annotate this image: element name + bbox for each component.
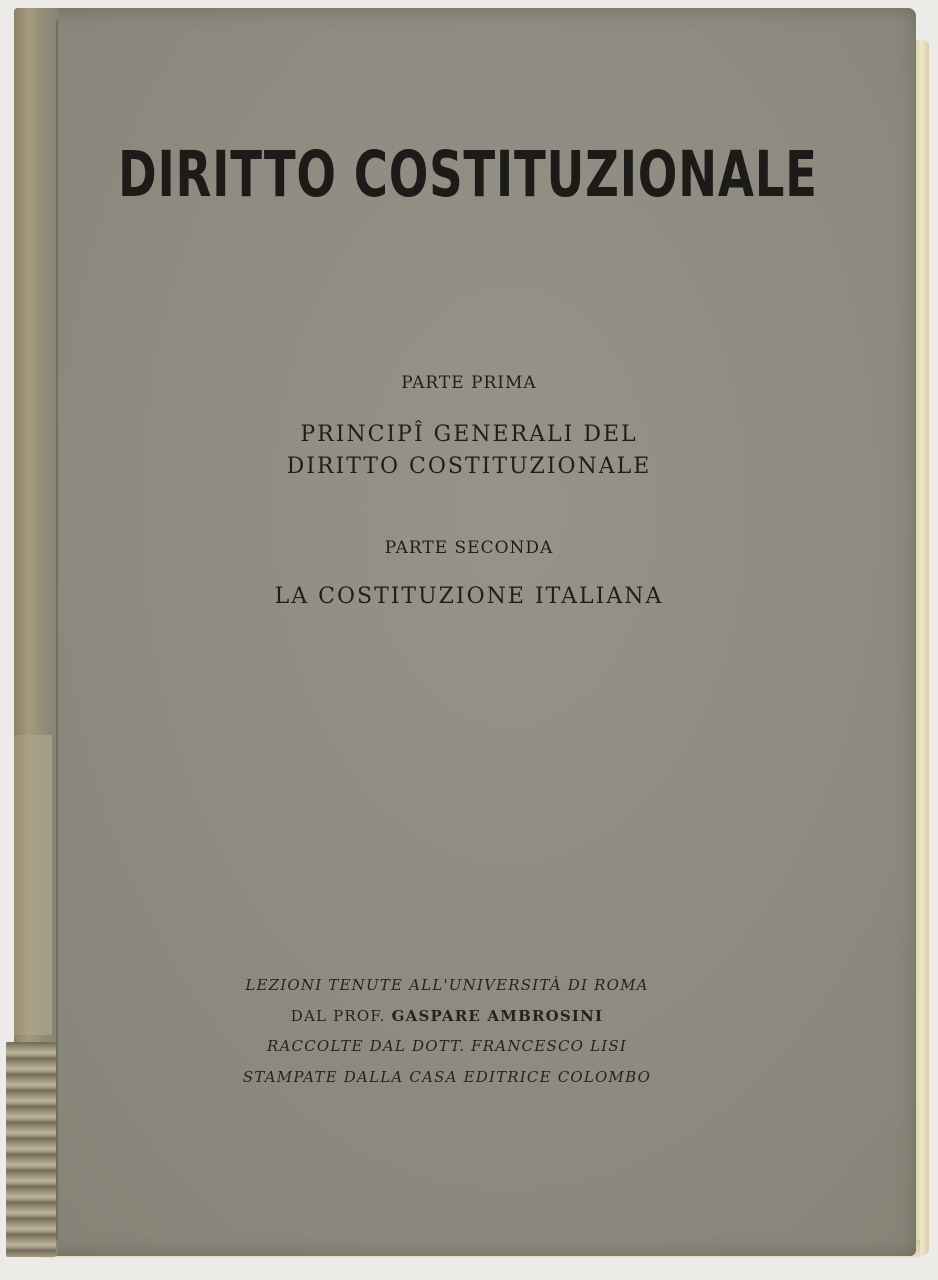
credits-block [200, 970, 694, 1092]
cover-title: DIRITTO COSTITUZIONALE [118, 138, 818, 211]
credits-line-publisher: STAMPATE DALLA CASA EDITRICE COLOMBO [242, 1067, 652, 1086]
part-two-title: LA COSTITUZIONE ITALIANA [274, 584, 664, 609]
credits-line-author [200, 1001, 694, 1032]
part-one-title-line1: PRINCIPÎ GENERALI DEL [300, 422, 638, 447]
author-prefix: DAL PROF. [290, 1006, 386, 1025]
spine-fold-line [56, 20, 58, 1240]
worn-spine-area [14, 735, 52, 1035]
torn-spine [6, 1042, 56, 1257]
part-one-label: PARTE PRIMA [401, 373, 537, 393]
credits-line-collector: RACCOLTE DAL DOTT. FRANCESCO LISI [267, 1037, 627, 1055]
part-one-title-line2: DIRITTO COSTITUZIONALE [286, 454, 652, 479]
credits-line-lectures: LEZIONI TENUTE ALL'UNIVERSITÀ DI ROMA [245, 976, 649, 994]
author-name: GASPARE AMBROSINI [391, 1006, 604, 1025]
part-two-label: PARTE SECONDA [384, 538, 554, 558]
